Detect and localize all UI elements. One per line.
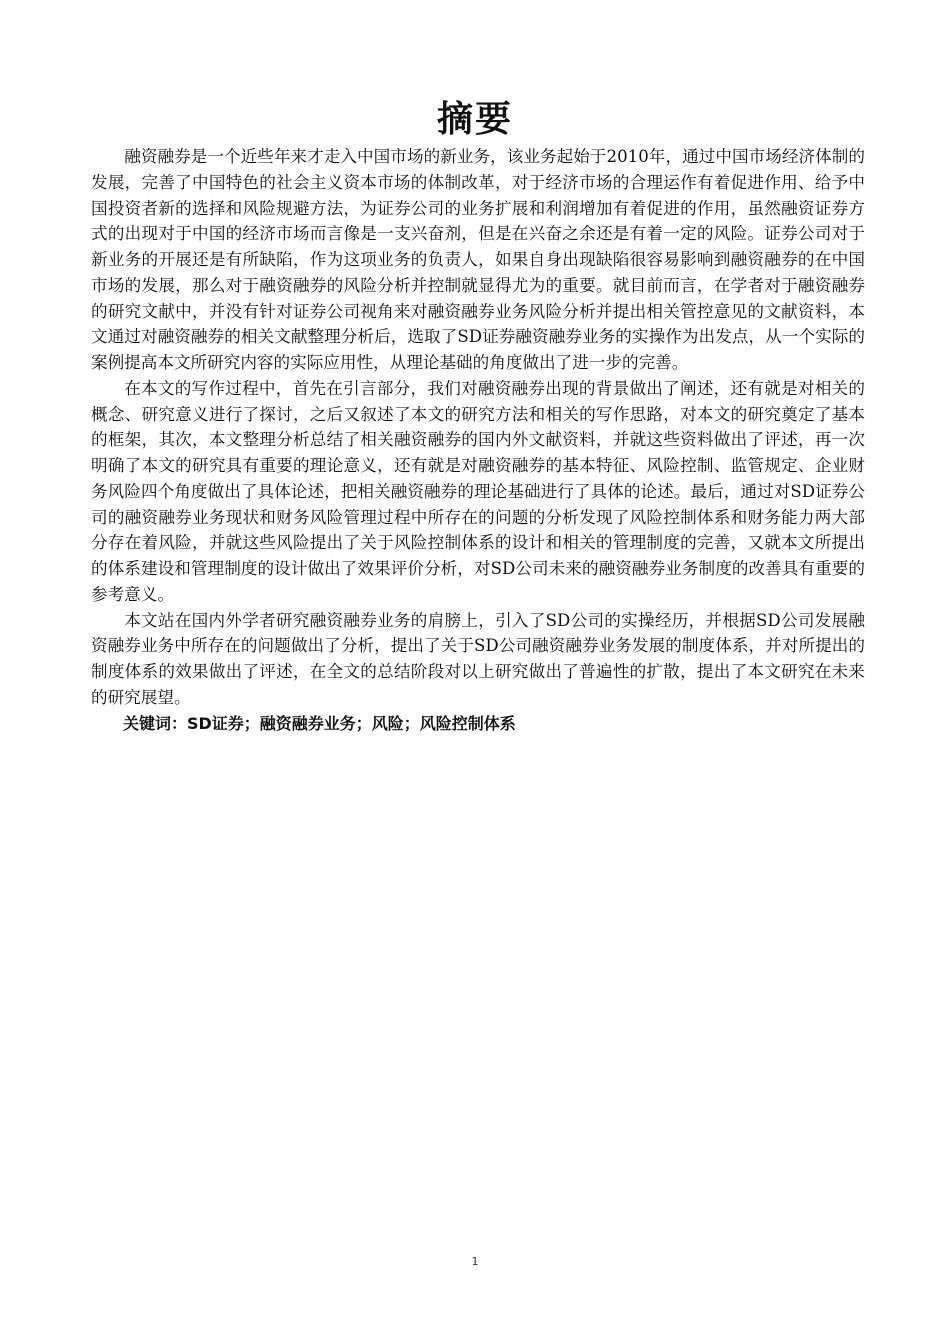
keywords-line: 关键词：SD证券；融资融券业务；风险；风险控制体系 <box>123 713 516 733</box>
abstract-paragraph-2: 在本文的写作过程中，首先在引言部分，我们对融资融券出现的背景做出了阐述，还有就是对相关的概念、研究意义进行了探讨，之后又叙述了本文的研究方法和相关的写作思路，对本文的研究奠定了基本的框架，其次，本文整理分析总结了相关融资融券的国内外文献资料，并就这些资料做出了评述，再一次明确了本文的研究具有重要的理论意义，还有就是对融资融券的基本特征、风险控制、监管规定、企业财务风险四个角度做出了具体论述，把相关融资融券的理论基础进行了具体的论述。最后，通过对SD证券公司的融资融券业务现状和财务风险管理过程中所存在的问题的分析发现了风险控制体系和财务能力两大部分存在着风险，并就这些风险提出了关于风险控制体系的设计和相关的管理制度的完善，又就本文所提出的体系建设和管理制度的设计做出了效果评价分析，对SD公司未来的融资融券业务制度的改善具有重要的参考意义。 <box>91 378 865 604</box>
abstract-body <box>91 144 865 736</box>
abstract-paragraph-3: 本文站在国内外学者研究融资融券业务的肩膀上，引入了SD公司的实操经历，并根据SD公司发展融资融券业务中所存在的问题做出了分析，提出了关于SD公司融资融券业务发展的制度体系，并对所提出的制度体系的效果做出了评述，在全文的总结阶段对以上研究做出了普遍性的扩散，提出了本文研究在未来的研究展望。 <box>91 610 865 707</box>
page-title: 摘要 <box>436 99 513 140</box>
abstract-paragraph-1: 融资融券是一个近些年来才走入中国市场的新业务，该业务起始于2010年，通过中国市场经济体制的发展，完善了中国特色的社会主义资本市场的体制改革，对于经济市场的合理运作有着促进作用、给予中国投资者新的选择和风险规避方法，为证券公司的业务扩展和利润增加有着促进的作用，虽然融资证券方式的出现对于中国的经济市场而言像是一支兴奋剂，但是在兴奋之余还是有着一定的风险。证券公司对于新业务的开展还是有所缺陷，作为这项业务的负责人，如果自身出现缺陷很容易影响到融资融券的在中国市场的发展，那么对于融资融券的风险分析并控制就显得尤为的重要。就目前而言，在学者对于融资融券的研究文献中，并没有针对证券公司视角来对融资融券业务风险分析并提出相关管控意见的文献资料，本文通过对融资融券的相关文献整理分析后，选取了SD证券融资融券业务的实操作为出发点，从一个实际的案例提高本文所研究内容的实际应用性，从理论基础的角度做出了进一步的完善。 <box>91 147 865 372</box>
page-number: 1 <box>471 1255 479 1268</box>
